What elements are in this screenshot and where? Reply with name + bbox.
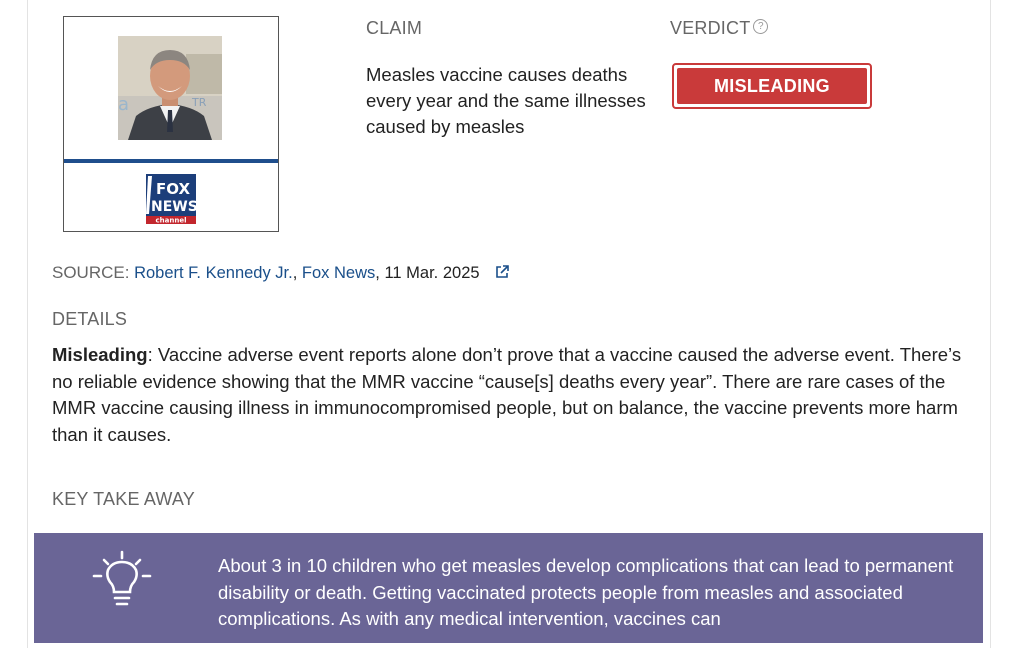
svg-text:channel: channel <box>155 216 187 224</box>
details-label: DETAILS <box>52 309 128 329</box>
source-author-link[interactable]: Robert F. Kennedy Jr. <box>134 264 293 282</box>
lightbulb-icon <box>90 548 154 612</box>
claim-label: CLAIM <box>366 18 423 38</box>
source-date-separator: , <box>375 264 380 282</box>
key-takeaway-text: About 3 in 10 children who get measles develop complications that can lead to permanent disability or death. Getting vaccinated protects people from measles and associated complications. As with any medical intervention, vaccines can <box>218 555 954 629</box>
source-date: 11 Mar. 2025 <box>384 264 480 282</box>
photo-divider <box>64 159 278 163</box>
svg-text:TR: TR <box>192 96 207 109</box>
claim-text: Measles vaccine causes deaths every year and the same illnesses caused by measles <box>366 64 646 137</box>
verdict-label: VERDICT <box>670 18 751 38</box>
details-verdict-word: Misleading <box>52 344 148 365</box>
verdict-badge-label: MISLEADING <box>677 68 867 104</box>
verdict-heading <box>670 18 768 39</box>
svg-text:FOX: FOX <box>156 180 191 198</box>
svg-text:a: a <box>118 94 130 115</box>
source-line <box>52 263 510 285</box>
source-outlet-link[interactable]: Fox News <box>301 264 376 282</box>
speaker-photo-illustration <box>118 36 222 140</box>
key-takeaway-label: KEY TAKE AWAY <box>52 489 195 509</box>
svg-text:NEWS: NEWS <box>151 199 196 215</box>
fox-news-channel-logo <box>146 174 196 224</box>
question-circle-icon[interactable]: ? <box>753 19 768 34</box>
source-label: SOURCE: <box>52 263 130 282</box>
details-text <box>52 342 972 448</box>
claim-image-box <box>63 16 279 232</box>
details-body: : Vaccine adverse event reports alone don’t prove that a vaccine caused the adverse event. There’s no reliable evidence showing that the MMR vaccine “cause[s] deaths every year”. There are rare cases of the MMR vaccine causing illness in immunocompromised people, but on balance, the vaccine prevents more harm than it causes. <box>52 344 962 445</box>
external-link-icon[interactable] <box>494 264 510 285</box>
verdict-badge <box>672 63 872 109</box>
source-separator: , <box>292 264 298 282</box>
speaker-photo <box>118 36 222 140</box>
